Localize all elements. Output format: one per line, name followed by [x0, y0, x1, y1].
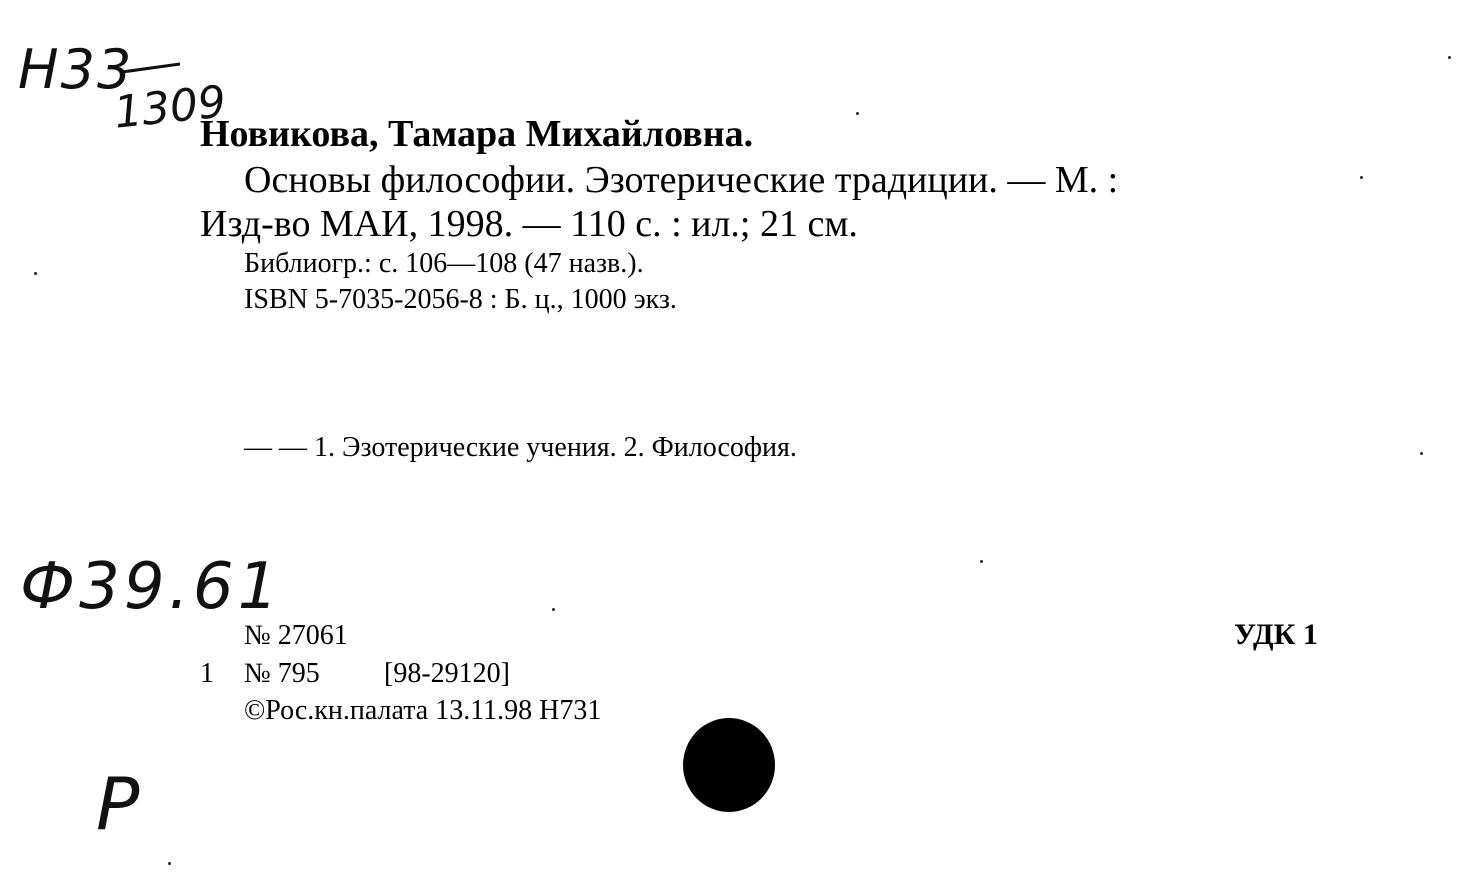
record-number: № 27061	[244, 620, 348, 651]
author-heading: Новикова, Тамара Михайловна.	[200, 113, 754, 155]
handwritten-fraction-line	[118, 58, 188, 78]
handwritten-shelf-mark-bottom: 1309	[111, 76, 229, 139]
isbn-line: ISBN 5-7035-2056-8 : Б. ц., 1000 экз.	[244, 284, 677, 315]
title-line-2: Изд-во МАИ, 1998. — 110 с. : ил.; 21 см.	[200, 203, 858, 245]
bibliography-note: Библиогр.: с. 106—108 (47 назв.).	[244, 248, 644, 279]
scan-speck	[34, 272, 37, 275]
card-number: № 795	[244, 658, 320, 689]
prefix-number: 1	[200, 658, 214, 689]
scan-speck	[1360, 176, 1363, 179]
scan-speck	[1448, 56, 1451, 59]
punch-hole	[683, 718, 775, 812]
scan-speck	[856, 112, 859, 115]
scan-speck	[552, 608, 555, 611]
handwritten-classification: Ф39.61	[20, 550, 283, 624]
scan-speck	[168, 862, 171, 865]
scan-speck	[980, 560, 983, 563]
handwritten-letter: Р	[96, 762, 140, 846]
subject-headings: — — 1. Эзотерические учения. 2. Философия.	[244, 432, 797, 463]
bracket-code: [98-29120]	[384, 658, 510, 689]
title-line-1: Основы философии. Эзотерические традиции. — М. :	[244, 159, 1119, 201]
handwritten-shelf-mark-top: Н33	[18, 38, 134, 101]
book-chamber-line: ©Рос.кн.палата 13.11.98 Н731	[244, 695, 602, 726]
udc-code: УДК 1	[1234, 618, 1318, 651]
scan-speck	[1420, 452, 1423, 455]
